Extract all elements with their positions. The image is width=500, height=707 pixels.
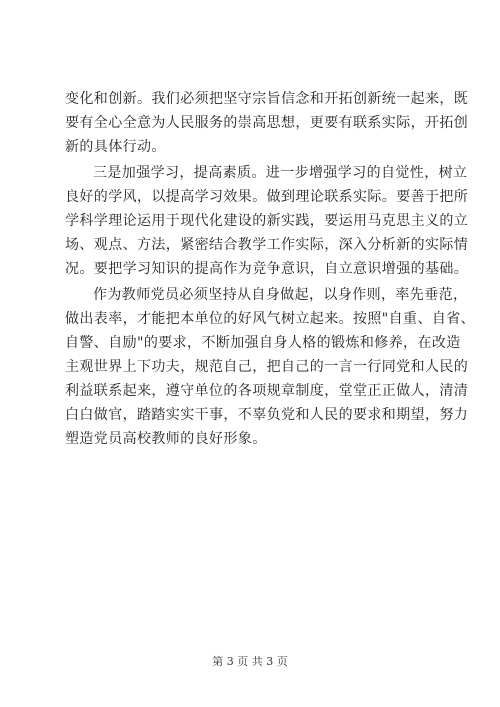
paragraph-first-line: 作为教师党员必须坚持从自身做起，以身作则，率先垂范， <box>93 287 468 303</box>
text-line: 变化和创新。我们必须把坚守宗旨信念和开拓创新统一起来，既 <box>65 91 469 107</box>
text-line: 要有全心全意为人民服务的崇高思想，更要有联系实际，开拓创 <box>65 115 469 131</box>
text-line: 自警、自励"的要求，不断加强自身人格的锻炼和修养，在改造 <box>65 335 461 351</box>
text-line: 场、观点、方法，紧密结合教学工作实际，深入分析新的实际情 <box>65 237 469 253</box>
text-line: 白白做官，踏踏实实干事，不辜负党和人民的要求和期望，努力 <box>65 407 469 423</box>
text-line: 新的具体行动。 <box>65 139 166 155</box>
page-number-footer: 第 3 页 共 3 页 <box>212 655 288 668</box>
text-line: 学科学理论运用于现代化建设的新实践，要运用马克思主义的立 <box>65 213 469 229</box>
body-text <box>65 87 476 451</box>
text-line: 主观世界上下功夫，规范自己，把自己的一言一行同党和人民的 <box>65 359 469 375</box>
text-line: 良好的学风，以提高学习效果。做到理论联系实际。要善于把所 <box>65 189 469 205</box>
text-line: 利益联系起来，遵守单位的各项规章制度，堂堂正正做人，清清 <box>65 383 469 399</box>
text-line: 塑造党员高校教师的良好形象。 <box>65 431 267 447</box>
text-line: 况。要把学习知识的提高作为竞争意识，自立意识增强的基础。 <box>65 261 469 277</box>
text-line: 做出表率，才能把本单位的好风气树立起来。按照"自重、自省、 <box>65 311 476 327</box>
paragraph-first-line: 三是加强学习，提高素质。进一步增强学习的自觉性，树立 <box>93 165 468 181</box>
